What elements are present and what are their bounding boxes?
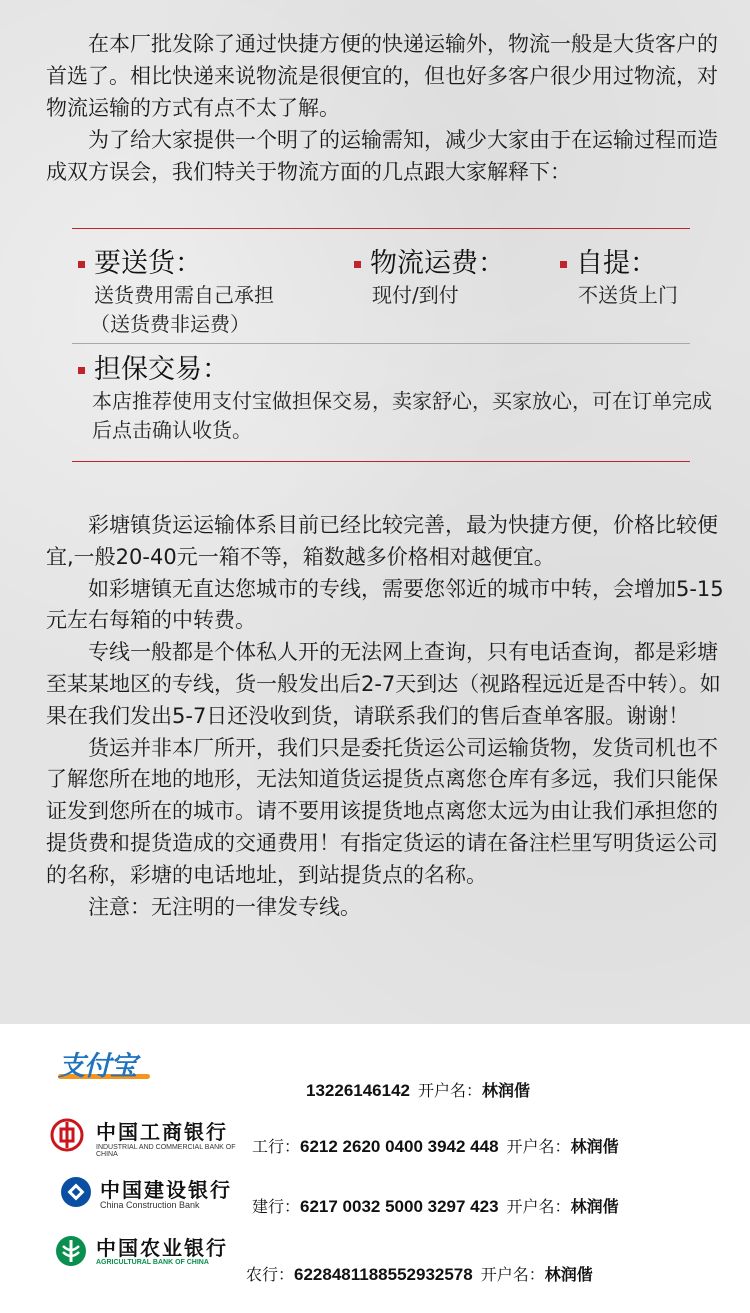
alipay-logo [58, 1044, 168, 1086]
bullet-icon [354, 261, 361, 268]
abc-emblem-icon [54, 1234, 88, 1268]
icbc-account [252, 1134, 619, 1157]
delivery-title: 要送货： [94, 248, 202, 279]
alipay-name: 林润偕 [482, 1081, 531, 1100]
ccb-prefix: 建行： [252, 1197, 301, 1216]
ccb-emblem-icon [60, 1176, 92, 1208]
alipay-name-label: 开户名： [418, 1081, 483, 1100]
ccb-name-cn: 中国建设银行 [100, 1178, 232, 1202]
alipay-wordmark: 支付宝 [58, 1051, 136, 1082]
pickup-desc: 不送货上门 [578, 283, 678, 307]
abc-name: 林润偕 [544, 1265, 593, 1284]
details-paragraph-5: 注意：无注明的一律发专线。 [88, 894, 361, 919]
pickup-title: 自提： [576, 248, 657, 279]
intro-paragraph-2: 为了给大家提供一个明了的运输需知，减少大家由于在运输过程而造成双方误会，我们特关于物流方面的几点跟大家解释下： [46, 128, 718, 184]
icbc-name-cn: 中国工商银行 [96, 1120, 228, 1144]
guarantee-title: 担保交易： [94, 354, 229, 385]
delivery-desc-1: 送货费用需自己承担 [94, 283, 274, 307]
guarantee-desc: 本店推荐使用支付宝做担保交易，卖家舒心，买家放心，可在订单完成后点击确认收货。 [92, 389, 712, 442]
ccb-account [252, 1194, 619, 1217]
intro-paragraph-1: 在本厂批发除了通过快捷方便的快递运输外，物流一般是大货客户的首选了。相比快递来说物流是很便宜的，但也好多客户很少用过物流，对物流运输的方式有点不太了解。 [46, 32, 718, 120]
icbc-number: 6212 2620 0400 3942 448 [300, 1137, 499, 1156]
bullet-icon [78, 261, 85, 268]
freight-section [354, 247, 505, 310]
ccb-name-en: China Construction Bank [100, 1200, 200, 1210]
divider-top [72, 228, 690, 229]
details-paragraph-4: 货运并非本厂所开，我们只是委托货运公司运输货物，发货司机也不了解您所在地的地形，无法知道货运提货点离您仓库有多远，我们只能保证发到您所在的城市。请不要用该提货地点离您太远为由让我们承担您的提货费和提货造成的交通费用！有指定货运的请在备注栏里写明货运公司的名称，彩塘的电话地址，到站提货点的名称。 [46, 735, 718, 887]
bullet-icon [560, 261, 567, 268]
icbc-prefix: 工行： [252, 1137, 301, 1156]
ccb-logo [60, 1174, 250, 1214]
abc-name-label: 开户名： [480, 1265, 545, 1284]
abc-logo [54, 1232, 254, 1272]
icbc-name-en: INDUSTRIAL AND COMMERCIAL BANK OF CHINA [96, 1144, 236, 1158]
guarantee-section [78, 353, 718, 445]
details-paragraph-1: 彩塘镇货运运输体系目前已经比较完善，最为快捷方便，价格比较便宜,一般20-40元一箱不等，箱数越多价格相对越便宜。 [46, 513, 718, 569]
abc-name-en: AGRICULTURAL BANK OF CHINA [96, 1259, 209, 1266]
icbc-emblem-icon [50, 1118, 84, 1152]
delivery-desc-2: （送货费非运费） [90, 312, 250, 336]
alipay-number: 13226146142 [306, 1081, 411, 1100]
divider-bottom [72, 461, 690, 462]
ccb-number: 6217 0032 5000 3297 423 [300, 1197, 499, 1216]
abc-name-cn: 中国农业银行 [96, 1236, 228, 1260]
details-paragraph-3: 专线一般都是个体私人开的无法网上查询，只有电话查询，都是彩塘至某某地区的专线，货一般发出后2-7天到达（视路程远近是否中转）。如果在我们发出5-7日还没收到货，请联系我们的售后查单客服。谢谢！ [46, 640, 721, 728]
freight-details [46, 510, 726, 923]
divider-middle [72, 343, 690, 344]
icbc-name: 林润偕 [570, 1137, 619, 1156]
pickup-section [560, 247, 678, 310]
delivery-section [78, 247, 274, 339]
bullet-icon [78, 367, 85, 374]
icbc-name-label: 开户名： [506, 1137, 571, 1156]
abc-prefix: 农行： [246, 1265, 295, 1284]
ccb-name: 林润偕 [570, 1197, 619, 1216]
ccb-name-label: 开户名： [506, 1197, 571, 1216]
intro-section [46, 28, 726, 188]
abc-account [246, 1262, 593, 1285]
alipay-account [306, 1078, 530, 1101]
freight-title: 物流运费： [370, 248, 505, 279]
abc-number: 6228481188552932578 [294, 1265, 473, 1284]
freight-desc: 现付/到付 [372, 283, 459, 307]
details-paragraph-2: 如彩塘镇无直达您城市的专线，需要您邻近的城市中转，会增加5-15元左右每箱的中转费。 [46, 576, 724, 633]
icbc-logo [50, 1116, 250, 1156]
payment-accounts [0, 1024, 750, 1313]
